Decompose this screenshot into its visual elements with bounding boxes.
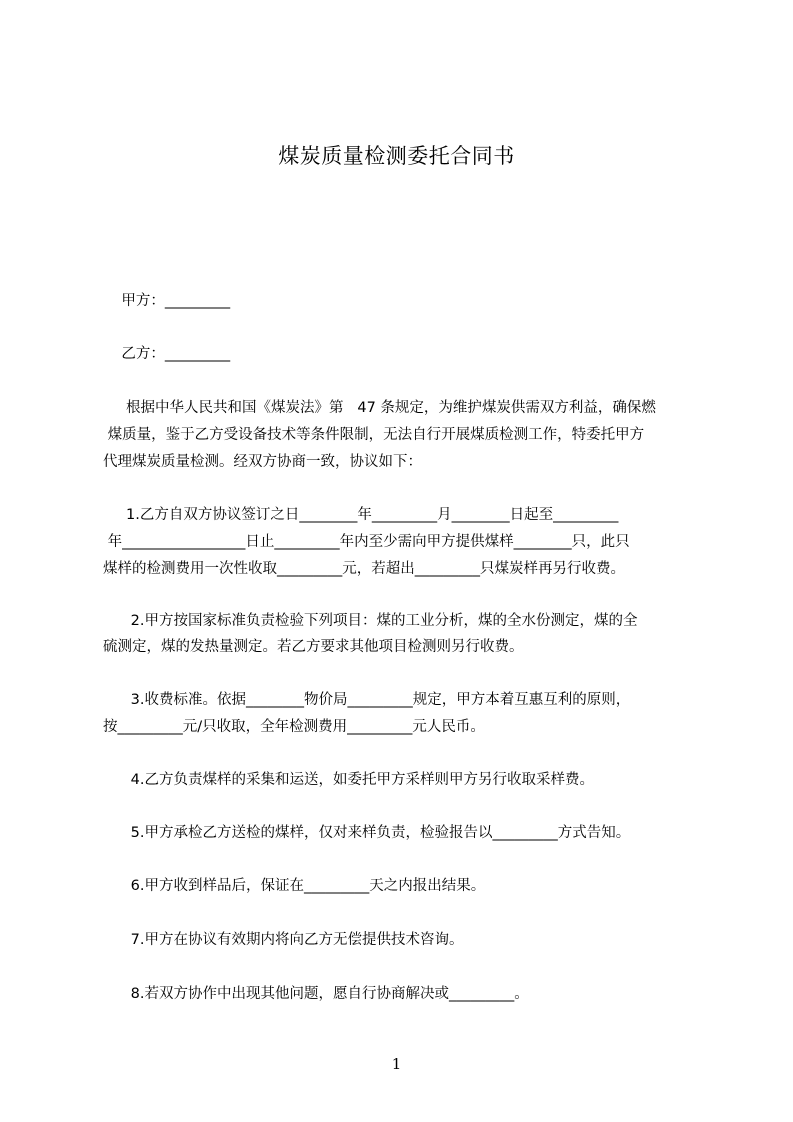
clause-6-line: 6.甲方收到样品后，保证在_________天之内报出结果。	[103, 878, 486, 894]
intro-line: 煤质量，鉴于乙方受设备技术等条件限制，无法自行开展煤质检测工作，特委托甲方	[103, 427, 645, 443]
clause-1-line: 1.乙方自双方协议签订之日________年_________月________日起至_________	[103, 507, 619, 523]
clause-3-line: 3.收费标准。依据________物价局_________规定，甲方本着互惠互利的原则，	[103, 692, 631, 708]
clause-8-line: 8.若双方协作中出现其他问题，愿自行协商解决或_________。	[103, 986, 529, 1002]
clause-3-line: 按_________元/只收取，全年检测费用_________元人民币。	[103, 719, 485, 735]
clause-7-line: 7.甲方在协议有效期内将向乙方无偿提供技术咨询。	[103, 932, 464, 948]
clause-4-line: 4.乙方负责煤样的采集和运送，如委托甲方采样则甲方另行收取采样费。	[103, 772, 594, 788]
clause-5-line: 5.甲方承检乙方送检的煤样，仅对来样负责，检验报告以_________方式告知。	[103, 825, 631, 841]
intro-line: 根据中华人民共和国《煤炭法》第 47 条规定，为维护煤炭供需双方利益，确保燃	[103, 400, 656, 416]
party-a-line: 甲方：_________	[103, 293, 231, 309]
clause-2-line: 硫测定，煤的发热量测定。若乙方要求其他项目检测则另行收费。	[103, 639, 524, 655]
clause-2-line: 2.甲方按国家标准负责检验下列项目：煤的工业分析，煤的全水份测定，煤的全	[103, 613, 638, 629]
document-title: 煤炭质量检测委托合同书	[278, 144, 515, 168]
clause-1-line: 年_________________日止_________年内至少需向甲方提供煤样________只，此只	[103, 534, 630, 550]
intro-line: 代理煤炭质量检测。经双方协商一致，协议如下：	[103, 454, 422, 470]
clause-1-line: 煤样的检测费用一次性收取_________元，若超出_________只煤炭样再另行收费。	[103, 561, 625, 577]
party-b-line: 乙方：_________	[103, 346, 231, 362]
page-number: 1	[391, 1055, 402, 1073]
